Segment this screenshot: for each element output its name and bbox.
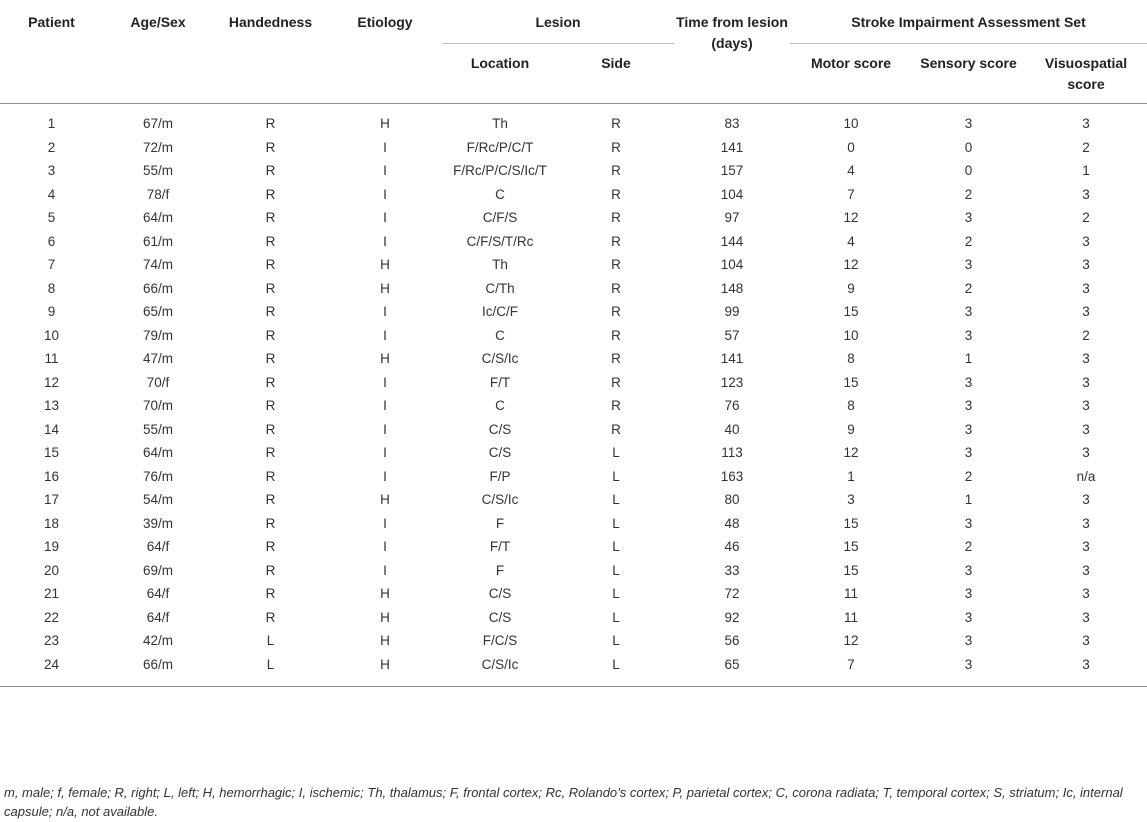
table-row — [0, 136, 1147, 160]
cell-motor-score: 15 — [843, 562, 859, 578]
cell-visuospatial-score: 3 — [1082, 633, 1090, 648]
cell-sensory-score: 3 — [964, 586, 973, 601]
cell-patient: 5 — [47, 210, 56, 225]
cell-patient: 14 — [43, 421, 60, 437]
header-time-line2: (days) — [711, 35, 753, 51]
header-siaset: Stroke Impairment Assessment Set — [790, 0, 1147, 44]
cell-lesion-side: L — [612, 562, 620, 578]
cell-motor-score: 9 — [847, 280, 855, 296]
cell-sensory-score: 0 — [964, 139, 973, 155]
table-row — [0, 441, 1147, 465]
cell-etiology: H — [380, 492, 390, 507]
cell-visuospatial-score: 3 — [1082, 374, 1090, 390]
cell-time-from-lesion: 76 — [724, 398, 740, 413]
cell-motor-score: 4 — [847, 163, 855, 178]
header-visuo-line2: score — [1067, 76, 1105, 92]
cell-etiology: H — [380, 609, 390, 625]
cell-lesion-side: R — [611, 280, 621, 296]
cell-handedness: R — [265, 398, 276, 413]
cell-lesion-side: R — [611, 374, 621, 390]
cell-sensory-score: 2 — [964, 186, 973, 202]
cell-lesion-location: C/S/Ic — [481, 351, 519, 366]
table-row — [0, 653, 1147, 687]
cell-visuospatial-score: 3 — [1082, 280, 1090, 296]
cell-sensory-score: 3 — [964, 633, 973, 648]
cell-visuospatial-score: 3 — [1082, 186, 1090, 202]
cell-age-sex: 55/m — [142, 421, 173, 437]
cell-etiology: I — [383, 139, 387, 155]
table-row — [0, 324, 1147, 348]
cell-patient: 23 — [43, 633, 60, 648]
cell-time-from-lesion: 46 — [724, 539, 740, 554]
cell-visuospatial-score: 2 — [1082, 139, 1090, 155]
cell-lesion-location: F/T — [489, 374, 511, 390]
cell-motor-score: 12 — [843, 445, 859, 460]
cell-handedness: R — [265, 421, 276, 437]
cell-etiology: I — [383, 304, 387, 319]
cell-patient: 3 — [47, 163, 56, 178]
cell-time-from-lesion: 148 — [720, 280, 744, 296]
cell-sensory-score: 3 — [964, 398, 973, 413]
cell-lesion-location: F/T — [489, 539, 511, 554]
cell-motor-score: 7 — [847, 186, 855, 202]
cell-patient: 20 — [43, 562, 60, 578]
cell-patient: 9 — [47, 304, 56, 319]
cell-lesion-location: C/S/Ic — [481, 492, 519, 507]
cell-etiology: I — [383, 186, 387, 202]
cell-visuospatial-score: 2 — [1082, 327, 1090, 343]
header-age-sex: Age/Sex — [103, 0, 213, 104]
cell-etiology: H — [328, 653, 442, 687]
cell-age-sex: 39/m — [142, 515, 173, 531]
cell-etiology: I — [383, 398, 387, 413]
cell-handedness: R — [265, 562, 276, 578]
cell-lesion-location: C/Th — [485, 280, 515, 296]
cell-lesion-side: L — [558, 653, 674, 687]
cell-age-sex: 64/f — [146, 539, 170, 554]
cell-lesion-side: R — [611, 233, 621, 249]
cell-lesion-side: R — [611, 163, 621, 178]
cell-age-sex: 64/f — [146, 586, 170, 601]
cell-lesion-side: L — [612, 445, 620, 460]
cell-handedness: R — [265, 586, 276, 601]
cell-handedness: R — [265, 233, 276, 249]
cell-motor-score: 8 — [847, 398, 855, 413]
cell-motor-score: 3 — [847, 492, 855, 507]
header-location: Location — [442, 44, 558, 104]
cell-time-from-lesion: 99 — [724, 304, 740, 319]
header-etiology: Etiology — [328, 0, 442, 104]
cell-patient: 12 — [43, 374, 60, 390]
header-patient: Patient — [0, 0, 103, 104]
cell-patient: 7 — [47, 257, 56, 272]
cell-lesion-side: R — [611, 139, 621, 155]
cell-age-sex: 61/m — [142, 233, 173, 249]
cell-age-sex: 54/m — [142, 492, 173, 507]
header-time-from-lesion — [674, 0, 790, 104]
header-lesion: Lesion — [442, 0, 674, 44]
table-row — [0, 418, 1147, 442]
cell-lesion-side: R — [611, 186, 621, 202]
cell-lesion-side: L — [612, 492, 620, 507]
cell-handedness: R — [265, 257, 276, 272]
cell-handedness: R — [265, 186, 276, 202]
cell-sensory-score: 2 — [964, 468, 973, 484]
cell-lesion-side: R — [611, 116, 621, 131]
cell-time-from-lesion: 80 — [724, 492, 740, 507]
cell-age-sex: 67/m — [142, 116, 173, 131]
cell-time-from-lesion: 144 — [720, 233, 744, 249]
table-row — [0, 347, 1147, 371]
cell-motor-score: 12 — [843, 633, 859, 648]
cell-age-sex: 42/m — [142, 633, 173, 648]
cell-time-from-lesion: 141 — [720, 139, 744, 155]
cell-visuospatial-score: 1 — [1082, 163, 1090, 178]
cell-etiology: I — [383, 163, 387, 178]
cell-lesion-location: C — [495, 186, 505, 202]
header-handedness: Handedness — [213, 0, 328, 104]
cell-motor-score: 15 — [843, 374, 859, 390]
cell-patient: 4 — [47, 186, 56, 202]
cell-visuospatial-score: 3 — [1082, 492, 1090, 507]
cell-visuospatial-score: 3 — [1082, 421, 1090, 437]
cell-visuospatial-score: 3 — [1082, 609, 1090, 625]
cell-age-sex: 79/m — [142, 327, 173, 343]
cell-visuospatial-score: 3 — [1025, 653, 1147, 687]
cell-handedness: R — [265, 116, 276, 131]
table-row — [0, 300, 1147, 324]
cell-visuospatial-score: 2 — [1082, 210, 1090, 225]
cell-lesion-side: L — [612, 515, 620, 531]
cell-lesion-location: C/S — [488, 421, 512, 437]
cell-age-sex: 55/m — [142, 163, 173, 178]
cell-lesion-location: C/F/S/T/Rc — [466, 233, 534, 249]
cell-age-sex: 72/m — [142, 139, 173, 155]
table-header — [0, 0, 1147, 104]
cell-visuospatial-score: 3 — [1082, 445, 1090, 460]
cell-time-from-lesion: 163 — [720, 468, 744, 484]
cell-lesion-side: L — [612, 539, 620, 554]
cell-handedness: R — [265, 280, 276, 296]
table-row — [0, 159, 1147, 183]
cell-sensory-score: 3 — [964, 327, 973, 343]
header-motor-score: Motor score — [790, 44, 912, 104]
cell-etiology: H — [380, 280, 390, 296]
cell-visuospatial-score: 3 — [1082, 304, 1090, 319]
cell-etiology: H — [380, 351, 390, 366]
cell-age-sex: 47/m — [142, 351, 173, 366]
cell-sensory-score: 3 — [964, 116, 973, 131]
cell-lesion-location: F/Rc/P/C/T — [466, 139, 534, 155]
cell-lesion-side: R — [611, 304, 621, 319]
table-row — [0, 559, 1147, 583]
cell-motor-score: 12 — [843, 210, 859, 225]
cell-lesion-side: R — [611, 210, 621, 225]
cell-sensory-score: 3 — [964, 515, 973, 531]
cell-time-from-lesion: 104 — [720, 186, 744, 202]
table-row — [0, 488, 1147, 512]
cell-lesion-side: L — [612, 468, 620, 484]
cell-time-from-lesion: 56 — [724, 633, 740, 648]
cell-lesion-location: C/S/Ic — [442, 653, 558, 687]
cell-patient: 6 — [47, 233, 56, 249]
table-footnote: m, male; f, female; R, right; L, left; H, hemorrhagic; I, ischemic; Th, thalamus; F, frontal cortex; Rc, Rolando’s cortex; P, parietal cortex; C, corona radiata; T, temporal cortex; S, striatum; Ic, internal capsule; n/a, not available. — [4, 785, 1123, 819]
cell-age-sex: 76/m — [142, 468, 173, 484]
cell-visuospatial-score: 3 — [1082, 515, 1090, 531]
header-time-line1: Time from lesion — [676, 14, 788, 30]
table-row — [0, 183, 1147, 207]
cell-handedness: L — [266, 633, 275, 648]
cell-motor-score: 4 — [847, 233, 855, 249]
cell-lesion-location: C/F/S — [482, 210, 518, 225]
cell-lesion-location: Ic/C/F — [482, 304, 518, 319]
cell-time-from-lesion: 65 — [674, 653, 790, 687]
table-row — [0, 465, 1147, 489]
cell-sensory-score: 3 — [964, 374, 973, 390]
cell-etiology: H — [380, 116, 390, 131]
cell-handedness: R — [265, 468, 276, 484]
cell-visuospatial-score: 3 — [1082, 257, 1090, 272]
cell-sensory-score: 3 — [964, 257, 973, 272]
cell-motor-score: 10 — [843, 116, 859, 131]
cell-sensory-score: 3 — [964, 421, 973, 437]
cell-etiology: I — [383, 562, 387, 578]
cell-handedness: R — [265, 327, 276, 343]
cell-patient: 19 — [43, 539, 60, 554]
cell-handedness: R — [265, 374, 276, 390]
cell-motor-score: 12 — [843, 257, 859, 272]
cell-visuospatial-score: 3 — [1082, 562, 1090, 578]
cell-patient: 10 — [43, 327, 60, 343]
cell-handedness: R — [265, 515, 276, 531]
cell-time-from-lesion: 72 — [724, 586, 740, 601]
cell-motor-score: 10 — [843, 327, 859, 343]
cell-visuospatial-score: n/a — [1076, 468, 1096, 484]
cell-sensory-score: 0 — [964, 163, 973, 178]
cell-lesion-location: Th — [492, 257, 508, 272]
cell-sensory-score: 3 — [964, 445, 973, 460]
cell-handedness: R — [265, 163, 276, 178]
header-visuospatial-score — [1025, 44, 1147, 104]
cell-handedness: R — [265, 492, 276, 507]
cell-time-from-lesion: 92 — [724, 609, 740, 625]
cell-handedness: R — [265, 539, 276, 554]
cell-time-from-lesion: 141 — [720, 351, 744, 366]
cell-age-sex: 64/f — [146, 609, 170, 625]
cell-lesion-location: C — [495, 327, 505, 343]
cell-lesion-location: F — [495, 515, 505, 531]
cell-handedness: R — [265, 609, 276, 625]
cell-lesion-side: R — [611, 398, 621, 413]
cell-motor-score: 7 — [790, 653, 912, 687]
cell-lesion-side: R — [611, 327, 621, 343]
cell-handedness: L — [213, 653, 328, 687]
cell-visuospatial-score: 3 — [1082, 233, 1090, 249]
cell-patient: 18 — [43, 515, 60, 531]
cell-lesion-side: R — [611, 421, 621, 437]
cell-visuospatial-score: 3 — [1082, 351, 1090, 366]
cell-motor-score: 11 — [843, 586, 858, 601]
cell-patient: 22 — [43, 609, 60, 625]
cell-time-from-lesion: 83 — [724, 116, 740, 131]
cell-lesion-side: L — [612, 633, 620, 648]
cell-age-sex: 66/m — [103, 653, 213, 687]
cell-lesion-location: C/S — [488, 586, 512, 601]
cell-motor-score: 15 — [843, 304, 859, 319]
cell-etiology: H — [380, 257, 390, 272]
cell-age-sex: 78/f — [146, 186, 170, 202]
table-row — [0, 535, 1147, 559]
cell-sensory-score: 2 — [964, 539, 973, 554]
table-row — [0, 394, 1147, 418]
cell-lesion-location: C/S — [488, 609, 512, 625]
table-row — [0, 206, 1147, 230]
cell-etiology: H — [380, 633, 390, 648]
cell-visuospatial-score: 3 — [1082, 586, 1090, 601]
cell-lesion-location: F — [495, 562, 505, 578]
cell-sensory-score: 1 — [964, 351, 973, 366]
cell-age-sex: 70/f — [146, 374, 170, 390]
table-row — [0, 371, 1147, 395]
cell-etiology: I — [383, 515, 387, 531]
cell-patient: 17 — [43, 492, 60, 507]
cell-time-from-lesion: 97 — [724, 210, 740, 225]
cell-etiology: H — [380, 586, 390, 601]
cell-sensory-score: 2 — [964, 233, 973, 249]
cell-patient: 16 — [43, 468, 60, 484]
cell-lesion-side: R — [611, 257, 621, 272]
cell-sensory-score: 3 — [964, 609, 973, 625]
cell-motor-score: 8 — [847, 351, 855, 366]
cell-sensory-score: 3 — [964, 210, 973, 225]
table-row — [0, 277, 1147, 301]
table-row — [0, 582, 1147, 606]
cell-time-from-lesion: 123 — [720, 374, 744, 390]
table-row — [0, 512, 1147, 536]
cell-motor-score: 0 — [847, 139, 855, 155]
cell-lesion-location: F/P — [489, 468, 511, 484]
cell-lesion-location: F/Rc/P/C/S/Ic/T — [453, 163, 547, 178]
cell-time-from-lesion: 33 — [724, 562, 740, 578]
cell-patient: 8 — [47, 280, 56, 296]
table-row — [0, 104, 1147, 136]
cell-handedness: R — [265, 351, 276, 366]
table-body — [0, 104, 1147, 687]
cell-patient: 24 — [0, 653, 103, 687]
cell-patient: 11 — [44, 351, 59, 366]
cell-age-sex: 66/m — [142, 280, 173, 296]
cell-lesion-side: R — [611, 351, 621, 366]
cell-time-from-lesion: 40 — [724, 421, 740, 437]
cell-patient: 1 — [47, 116, 56, 131]
cell-age-sex: 74/m — [142, 257, 173, 272]
cell-lesion-side: L — [612, 586, 620, 601]
cell-etiology: I — [383, 327, 387, 343]
cell-etiology: I — [383, 210, 387, 225]
table-row — [0, 606, 1147, 630]
cell-time-from-lesion: 57 — [724, 327, 740, 343]
cell-lesion-location: F/C/S — [482, 633, 518, 648]
cell-handedness: R — [265, 139, 276, 155]
cell-handedness: R — [265, 304, 276, 319]
cell-age-sex: 70/m — [142, 398, 173, 413]
cell-visuospatial-score: 3 — [1082, 116, 1090, 131]
cell-age-sex: 64/m — [142, 210, 173, 225]
cell-sensory-score: 3 — [912, 653, 1025, 687]
cell-time-from-lesion: 104 — [720, 257, 744, 272]
header-side: Side — [558, 44, 674, 104]
cell-sensory-score: 3 — [964, 304, 973, 319]
table-row — [0, 230, 1147, 254]
cell-lesion-location: Th — [492, 116, 508, 131]
cell-patient: 2 — [47, 139, 56, 155]
cell-motor-score: 9 — [847, 421, 855, 437]
cell-visuospatial-score: 3 — [1082, 398, 1090, 413]
cell-sensory-score: 1 — [964, 492, 973, 507]
cell-lesion-location: C/S — [488, 445, 512, 460]
cell-motor-score: 1 — [847, 468, 855, 484]
cell-etiology: I — [383, 468, 387, 484]
cell-visuospatial-score: 3 — [1082, 539, 1090, 554]
cell-age-sex: 65/m — [142, 304, 173, 319]
cell-etiology: I — [383, 421, 387, 437]
cell-sensory-score: 3 — [964, 562, 973, 578]
cell-lesion-location: C — [495, 398, 505, 413]
cell-time-from-lesion: 113 — [721, 445, 743, 460]
cell-patient: 21 — [43, 586, 60, 601]
cell-sensory-score: 2 — [964, 280, 973, 296]
header-visuo-line1: Visuospatial — [1044, 55, 1128, 71]
cell-etiology: I — [383, 374, 387, 390]
cell-time-from-lesion: 48 — [724, 515, 740, 531]
cell-age-sex: 69/m — [142, 562, 173, 578]
cell-motor-score: 11 — [843, 609, 858, 625]
cell-etiology: I — [383, 445, 387, 460]
cell-time-from-lesion: 157 — [720, 163, 744, 178]
cell-patient: 15 — [43, 445, 60, 460]
cell-handedness: R — [265, 210, 276, 225]
cell-etiology: I — [383, 539, 387, 554]
cell-motor-score: 15 — [843, 539, 859, 554]
cell-lesion-side: L — [612, 609, 620, 625]
cell-patient: 13 — [43, 398, 60, 413]
header-sensory-score: Sensory score — [912, 44, 1025, 104]
cell-handedness: R — [265, 445, 276, 460]
table-row — [0, 253, 1147, 277]
cell-motor-score: 15 — [843, 515, 859, 531]
cell-etiology: I — [383, 233, 387, 249]
table-row — [0, 629, 1147, 653]
cell-age-sex: 64/m — [142, 445, 173, 460]
